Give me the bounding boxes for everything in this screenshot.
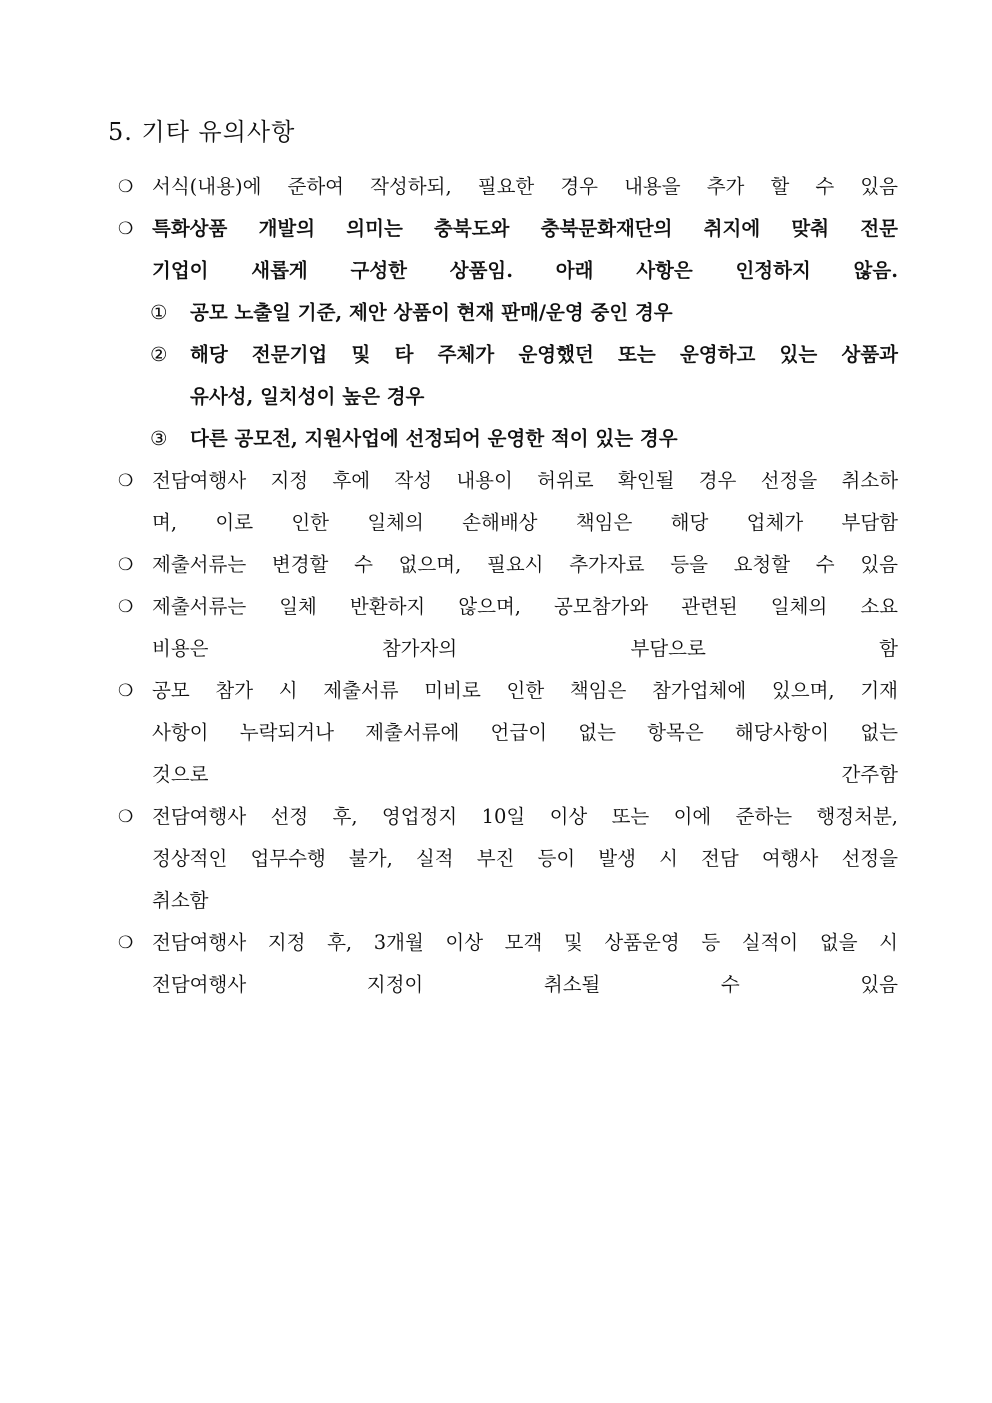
item-text-line: 제출서류는 일체 반환하지 않으며, 공모참가와 관련된 일체의 소요	[152, 595, 898, 618]
sub-item-text-line: 공모 노출일 기준, 제안 상품이 현재 판매/운영 중인 경우	[190, 301, 673, 324]
item-text-line: 전담여행사 선정 후, 영업정지 10일 이상 또는 이에 준하는 행정처분,	[152, 805, 898, 828]
circle-bullet-icon: ❍	[118, 807, 134, 827]
section-title: 5. 기타 유의사항	[108, 118, 296, 146]
circled-number: ③	[150, 427, 168, 450]
sub-item-text-line: 해당 전문기업 및 타 주체가 운영했던 또는 운영하고 있는 상품과	[190, 343, 898, 366]
item-text-line: 것으로 간주함	[152, 763, 898, 786]
sub-item-text-line: 다른 공모전, 지원사업에 선정되어 운영한 적이 있는 경우	[190, 427, 678, 450]
item-text-line: 취소함	[152, 889, 209, 912]
item-text-line: 공모 참가 시 제출서류 미비로 인한 책임은 참가업체에 있으며, 기재	[152, 679, 898, 702]
item-text-line: 비용은 참가자의 부담으로 함	[152, 637, 898, 660]
item-text-line: 제출서류는 변경할 수 없으며, 필요시 추가자료 등을 요청할 수 있음	[152, 553, 898, 576]
item-text-line: 며, 이로 인한 일체의 손해배상 책임은 해당 업체가 부담함	[152, 511, 898, 534]
circle-bullet-icon: ❍	[118, 555, 134, 575]
circle-bullet-icon: ❍	[118, 471, 134, 491]
circled-number: ②	[150, 343, 168, 366]
item-text-line: 서식(내용)에 준하여 작성하되, 필요한 경우 내용을 추가 할 수 있음	[152, 175, 898, 198]
circle-bullet-icon: ❍	[118, 933, 134, 953]
circle-bullet-icon: ❍	[118, 597, 134, 617]
item-text-line: 전담여행사 지정이 취소될 수 있음	[152, 973, 898, 996]
item-text-line: 전담여행사 지정 후에 작성 내용이 허위로 확인될 경우 선정을 취소하	[152, 469, 898, 492]
circle-bullet-icon: ❍	[118, 219, 134, 239]
item-text-line: 사항이 누락되거나 제출서류에 언급이 없는 항목은 해당사항이 없는	[152, 721, 898, 744]
circle-bullet-icon: ❍	[118, 177, 134, 197]
sub-item-text-line: 유사성, 일치성이 높은 경우	[190, 385, 425, 408]
item-text-line: 특화상품 개발의 의미는 충북도와 충북문화재단의 취지에 맞춰 전문	[152, 217, 898, 240]
item-text-line: 전담여행사 지정 후, 3개월 이상 모객 및 상품운영 등 실적이 없을 시	[152, 931, 898, 954]
item-text-line: 정상적인 업무수행 불가, 실적 부진 등이 발생 시 전담 여행사 선정을	[152, 847, 898, 870]
circled-number: ①	[150, 301, 168, 324]
item-text-line: 기업이 새롭게 구성한 상품임. 아래 사항은 인정하지 않음.	[152, 259, 898, 282]
circle-bullet-icon: ❍	[118, 681, 134, 701]
